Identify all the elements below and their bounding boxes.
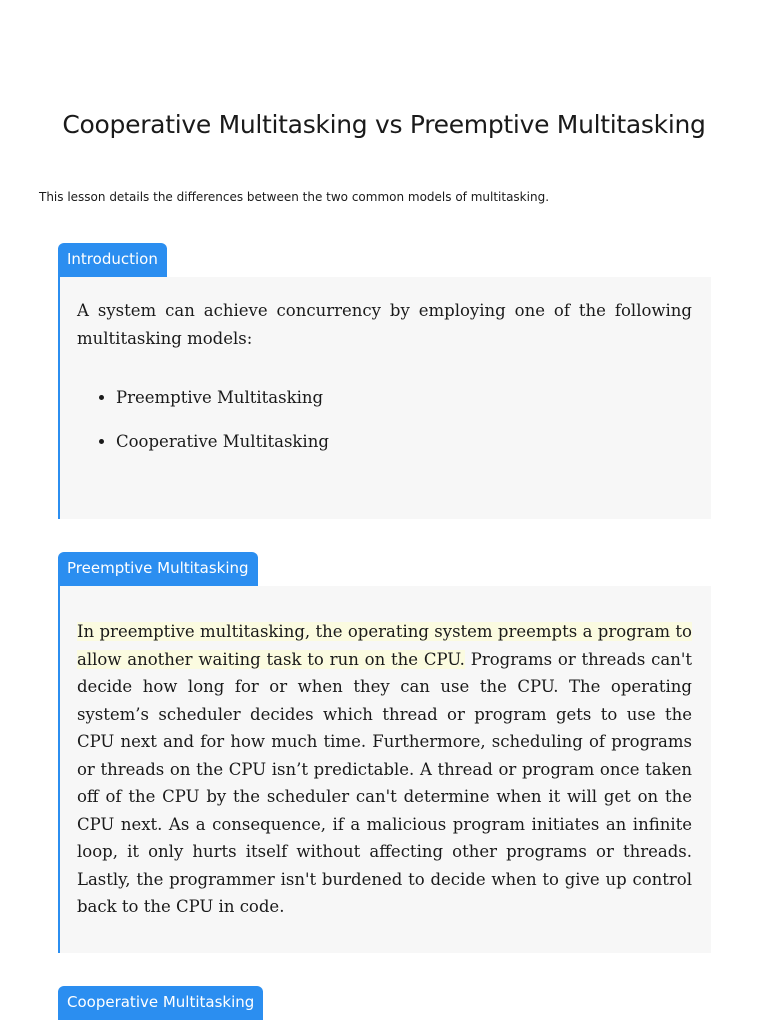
intro-paragraph: A system can achieve concurrency by employing one of the following multitasking models:: [77, 301, 692, 348]
section-body-introduction: [58, 277, 711, 519]
page-title: Cooperative Multitasking vs Preemptive Multitasking: [62, 110, 706, 139]
lesson-subtitle: This lesson details the differences between the two common models of multitasking.: [39, 190, 550, 204]
section-tab-preemptive: Preemptive Multitasking: [58, 552, 258, 586]
section-tab-cooperative: Cooperative Multitasking: [58, 986, 263, 1020]
section-tab-introduction: Introduction: [58, 243, 167, 277]
section-body-preemptive: [58, 586, 711, 953]
multitasking-models-list: [77, 384, 692, 456]
highlighted-sentence: In preemptive multitasking, the operating system preempts a program to allow another waiting task to run on the CPU.: [77, 622, 692, 669]
section-introduction: [58, 243, 711, 519]
preemptive-body-text: Programs or threads can't decide how long for or when they can use the CPU. The operating system’s scheduler decides which thread or program gets to use the CPU next and for how much time. Furthermore, scheduling of programs or threads on the CPU isn’t predictable. A thread or program once taken off of the CPU by the scheduler can't determine when it will get on the CPU next. As a consequence, if a malicious program initiates an infinite loop, it only hurts itself without affecting other programs or threads. Lastly, the programmer isn't burdened to decide when to give up control back to the CPU in code.: [77, 649, 693, 916]
list-item: • Preemptive Multitasking: [116, 384, 692, 412]
section-preemptive: [58, 552, 711, 953]
list-item: • Cooperative Multitasking: [116, 428, 692, 456]
section-cooperative: [58, 986, 711, 1020]
preemptive-paragraph: [77, 618, 692, 921]
